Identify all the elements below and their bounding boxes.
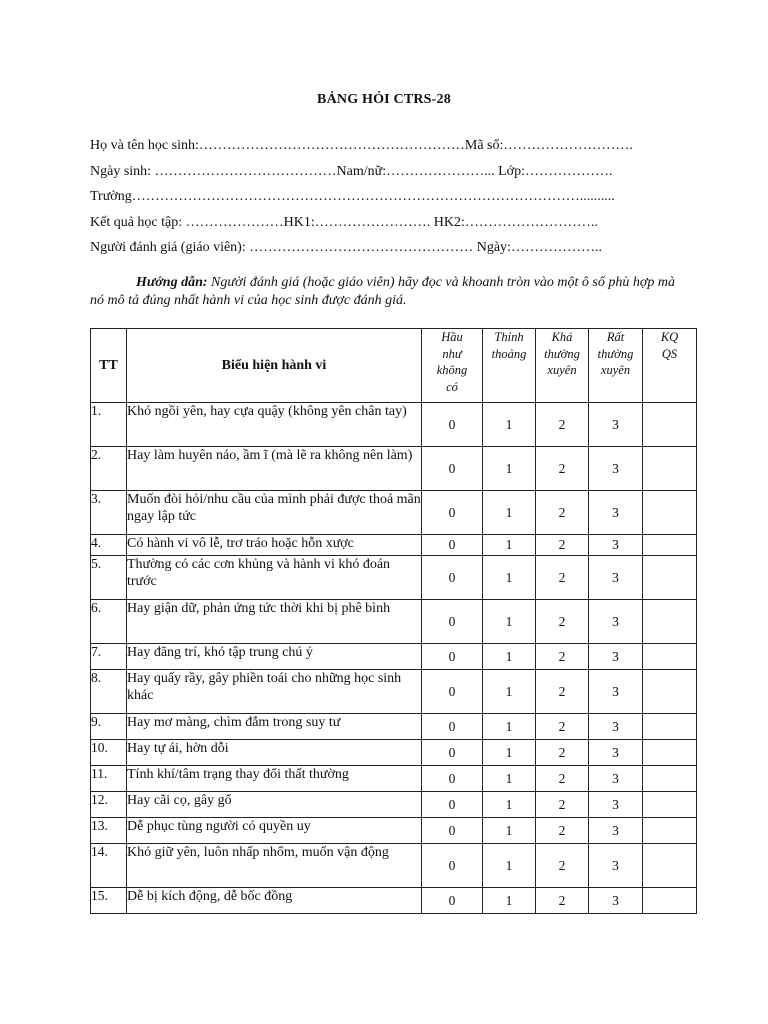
behavior-description: Thường có các cơn khủng và hành vi khó đoán trước xyxy=(127,556,422,600)
behavior-description: Hay tự ái, hờn dỗi xyxy=(127,740,422,766)
observation-result-cell[interactable] xyxy=(643,714,697,740)
row-number: 10. xyxy=(91,740,127,766)
behavior-description: Muốn đòi hỏi/nhu cầu của mình phải được thoả mãn ngay lập tức xyxy=(127,491,422,535)
score-option-2[interactable]: 2 xyxy=(536,644,589,670)
score-option-0[interactable]: 0 xyxy=(422,740,483,766)
row-number: 12. xyxy=(91,792,127,818)
header-behavior: Biểu hiện hành vi xyxy=(127,329,422,403)
score-option-2[interactable]: 2 xyxy=(536,844,589,888)
row-number: 7. xyxy=(91,644,127,670)
score-option-0[interactable]: 0 xyxy=(422,844,483,888)
header-option-sometimes: Thỉnh thoảng xyxy=(483,329,536,403)
table-row xyxy=(91,644,697,670)
behavior-description: Hay giận dữ, phản ứng tức thời khi bị phê bình xyxy=(127,600,422,644)
score-option-1[interactable]: 1 xyxy=(483,740,536,766)
instructions-label: Hướng dẫn: xyxy=(136,275,208,290)
score-option-1[interactable]: 1 xyxy=(483,792,536,818)
observation-result-cell[interactable] xyxy=(643,888,697,914)
score-option-1[interactable]: 1 xyxy=(483,403,536,447)
observation-result-cell[interactable] xyxy=(643,844,697,888)
row-number: 15. xyxy=(91,888,127,914)
row-number: 14. xyxy=(91,844,127,888)
score-option-1[interactable]: 1 xyxy=(483,556,536,600)
score-option-3[interactable]: 3 xyxy=(589,714,643,740)
score-option-0[interactable]: 0 xyxy=(422,600,483,644)
score-option-2[interactable]: 2 xyxy=(536,556,589,600)
table-row xyxy=(91,491,697,535)
row-number: 3. xyxy=(91,491,127,535)
header-option-very-often: Rất thường xuyên xyxy=(589,329,643,403)
score-option-1[interactable]: 1 xyxy=(483,888,536,914)
score-option-0[interactable]: 0 xyxy=(422,556,483,600)
academic-result-line: Kết quả học tập: …………………HK1:……………………. HK2:……………………….. xyxy=(90,214,598,230)
score-option-3[interactable]: 3 xyxy=(589,792,643,818)
score-option-2[interactable]: 2 xyxy=(536,403,589,447)
score-option-3[interactable]: 3 xyxy=(589,644,643,670)
row-number: 2. xyxy=(91,447,127,491)
row-number: 9. xyxy=(91,714,127,740)
score-option-2[interactable]: 2 xyxy=(536,740,589,766)
score-option-2[interactable]: 2 xyxy=(536,792,589,818)
observation-result-cell[interactable] xyxy=(643,535,697,556)
instructions-paragraph xyxy=(90,274,686,310)
table-row xyxy=(91,403,697,447)
table-header-row xyxy=(91,329,697,403)
observation-result-cell[interactable] xyxy=(643,740,697,766)
score-option-3[interactable]: 3 xyxy=(589,491,643,535)
table-row xyxy=(91,670,697,714)
behavior-description: Hay quấy rầy, gây phiền toái cho những học sinh khác xyxy=(127,670,422,714)
observation-result-cell[interactable] xyxy=(643,792,697,818)
behavior-description: Hay cãi cọ, gây gổ xyxy=(127,792,422,818)
table-row xyxy=(91,888,697,914)
score-option-3[interactable]: 3 xyxy=(589,740,643,766)
score-option-3[interactable]: 3 xyxy=(589,888,643,914)
score-option-3[interactable]: 3 xyxy=(589,670,643,714)
score-option-0[interactable]: 0 xyxy=(422,644,483,670)
behavior-description: Có hành vi vô lễ, trơ tráo hoặc hỗn xược xyxy=(127,535,422,556)
score-option-1[interactable]: 1 xyxy=(483,600,536,644)
score-option-0[interactable]: 0 xyxy=(422,766,483,792)
school-line: Trường…………………………………………………………………………………….......... xyxy=(90,189,615,204)
score-option-0[interactable]: 0 xyxy=(422,403,483,447)
behavior-description: Dễ phục tùng người có quyền uy xyxy=(127,818,422,844)
header-option-almost-never: Hầu như không có xyxy=(422,329,483,403)
score-option-2[interactable]: 2 xyxy=(536,888,589,914)
score-option-0[interactable]: 0 xyxy=(422,491,483,535)
score-option-2[interactable]: 2 xyxy=(536,818,589,844)
score-option-3[interactable]: 3 xyxy=(589,818,643,844)
table-row xyxy=(91,766,697,792)
row-number: 4. xyxy=(91,535,127,556)
observation-result-cell[interactable] xyxy=(643,491,697,535)
table-row xyxy=(91,535,697,556)
observation-result-cell[interactable] xyxy=(643,818,697,844)
score-option-1[interactable]: 1 xyxy=(483,766,536,792)
table-row xyxy=(91,792,697,818)
row-number: 8. xyxy=(91,670,127,714)
table-row xyxy=(91,714,697,740)
behavior-description: Hay làm huyên náo, ầm ĩ (mà lẽ ra không nên làm) xyxy=(127,447,422,491)
behavior-description: Tính khí/tâm trạng thay đổi thất thường xyxy=(127,766,422,792)
row-number: 1. xyxy=(91,403,127,447)
header-observation-result: KQ QS xyxy=(643,329,697,403)
behavior-description: Dễ bị kích động, dễ bốc đồng xyxy=(127,888,422,914)
birth-date-line: Ngày sinh: …………………………………Nam/nữ:…………………... Lớp:………………. xyxy=(90,163,613,179)
row-number: 6. xyxy=(91,600,127,644)
document-title: BẢNG HỎI CTRS-28 xyxy=(317,92,451,107)
observation-result-cell[interactable] xyxy=(643,403,697,447)
behavior-description: Hay đãng trí, khó tập trung chú ý xyxy=(127,644,422,670)
table-row xyxy=(91,818,697,844)
score-option-0[interactable]: 0 xyxy=(422,535,483,556)
score-option-0[interactable]: 0 xyxy=(422,447,483,491)
observation-result-cell[interactable] xyxy=(643,644,697,670)
observation-result-cell[interactable] xyxy=(643,556,697,600)
evaluator-line: Người đánh giá (giáo viên): ………………………………………… Ngày:……………….. xyxy=(90,240,602,255)
behavior-rating-table xyxy=(90,328,697,914)
score-option-2[interactable]: 2 xyxy=(536,447,589,491)
score-option-2[interactable]: 2 xyxy=(536,714,589,740)
score-option-0[interactable]: 0 xyxy=(422,888,483,914)
table-row xyxy=(91,556,697,600)
score-option-1[interactable]: 1 xyxy=(483,644,536,670)
header-tt: TT xyxy=(91,329,127,403)
score-option-2[interactable]: 2 xyxy=(536,491,589,535)
row-number: 5. xyxy=(91,556,127,600)
score-option-2[interactable]: 2 xyxy=(536,535,589,556)
score-option-3[interactable]: 3 xyxy=(589,556,643,600)
score-option-2[interactable]: 2 xyxy=(536,600,589,644)
table-row xyxy=(91,844,697,888)
behavior-description: Khó ngồi yên, hay cựa quậy (không yên chân tay) xyxy=(127,403,422,447)
header-option-fairly-often: Khá thường xuyên xyxy=(536,329,589,403)
score-option-1[interactable]: 1 xyxy=(483,491,536,535)
score-option-3[interactable]: 3 xyxy=(589,447,643,491)
score-option-1[interactable]: 1 xyxy=(483,714,536,740)
student-name-line: Họ và tên học sinh:…………………………………………………Mã số:………………………. xyxy=(90,138,633,153)
score-option-1[interactable]: 1 xyxy=(483,535,536,556)
score-option-0[interactable]: 0 xyxy=(422,714,483,740)
observation-result-cell[interactable] xyxy=(643,447,697,491)
score-option-1[interactable]: 1 xyxy=(483,670,536,714)
table-row xyxy=(91,600,697,644)
score-option-1[interactable]: 1 xyxy=(483,447,536,491)
score-option-1[interactable]: 1 xyxy=(483,818,536,844)
table-row xyxy=(91,447,697,491)
table-body xyxy=(91,403,697,914)
score-option-0[interactable]: 0 xyxy=(422,818,483,844)
score-option-2[interactable]: 2 xyxy=(536,766,589,792)
observation-result-cell[interactable] xyxy=(643,600,697,644)
score-option-3[interactable]: 3 xyxy=(589,766,643,792)
score-option-3[interactable]: 3 xyxy=(589,535,643,556)
observation-result-cell[interactable] xyxy=(643,670,697,714)
score-option-3[interactable]: 3 xyxy=(589,844,643,888)
instructions-text: Người đánh giá (hoặc giáo viên) hãy đọc và khoanh tròn vào một ô số phù hợp mà nó mô tả đúng nhất hành vi của học sinh được đánh giá. xyxy=(90,275,675,308)
observation-result-cell[interactable] xyxy=(643,766,697,792)
score-option-3[interactable]: 3 xyxy=(589,600,643,644)
behavior-description: Hay mơ màng, chìm đắm trong suy tư xyxy=(127,714,422,740)
score-option-0[interactable]: 0 xyxy=(422,670,483,714)
student-info-section xyxy=(90,136,690,264)
row-number: 13. xyxy=(91,818,127,844)
row-number: 11. xyxy=(91,766,127,792)
score-option-1[interactable]: 1 xyxy=(483,844,536,888)
score-option-3[interactable]: 3 xyxy=(589,403,643,447)
table-row xyxy=(91,740,697,766)
score-option-0[interactable]: 0 xyxy=(422,792,483,818)
score-option-2[interactable]: 2 xyxy=(536,670,589,714)
behavior-description: Khó giữ yên, luôn nhấp nhổm, muốn vận động xyxy=(127,844,422,888)
